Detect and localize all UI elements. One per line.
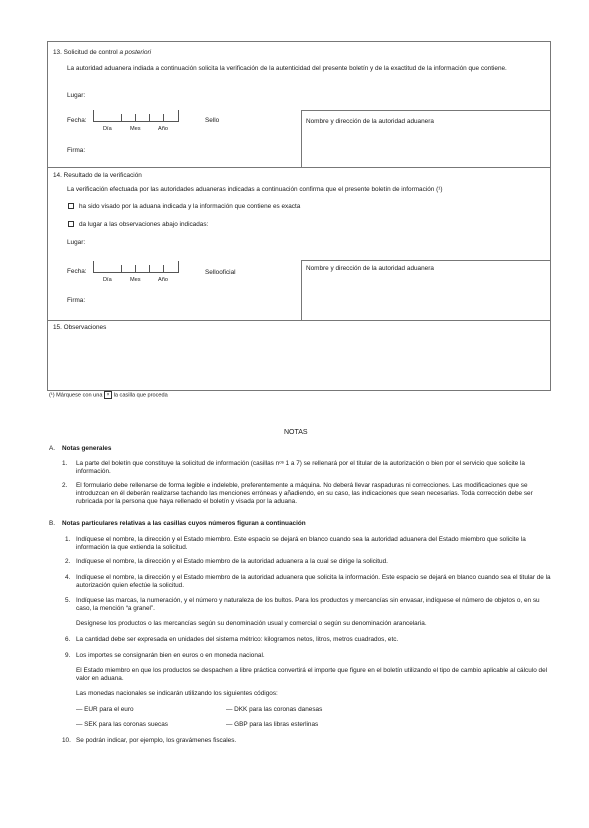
section13-lugar-label: Lugar:: [67, 92, 86, 99]
notes-B5b: Desígnese los productos o las mercancías según su denominación usual y comercial o según su denominación arancelaria.: [76, 620, 427, 627]
notes-B5: Indíquese las marcas, la numeración, y el número y naturaleza de los bultos. Para los productos y mercancías sin envasar, indíquese el número de objetos o, en su caso, la mención “a granel”.: [76, 597, 540, 612]
notes-A2: El formulario debe rellenarse de forma legible e indeleble, preferentemente a máquina. No deberá llevar raspaduras ni correcciones. Las modificaciones que se introduzcan en él deberán realizarse tachando las menciones erróneas y añadiendo, en su caso, las indicaciones que sean necesarias. Toda corrección debe ser rubricada por la persona que haya rellenado el boletín y visada por la aduana.: [76, 482, 533, 505]
box14-top-border: [301, 260, 550, 261]
section14-checkbox-2[interactable]: [68, 221, 74, 227]
notes-B6-num: 6.: [65, 636, 71, 643]
section13-fecha-label: Fecha:: [67, 117, 87, 124]
notes-B4: Indíquese el nombre, la dirección y el Estado miembro de la autoridad aduanera que solicita la información. Este espacio se dejará en blanco cuando sea el titular de la autorización quien efectúe la solicitud.: [76, 574, 551, 589]
notes-B9c: Las monedas nacionales se indicarán utilizando los siguientes códigos:: [76, 690, 278, 697]
notes-B-letter: B.: [49, 520, 56, 527]
divider-14-15: [48, 320, 550, 321]
section14-dia: Día: [103, 277, 112, 283]
notes-A2-num: 2.: [62, 482, 68, 489]
box13-left-border: [301, 110, 302, 167]
notes-A-title: Notas generales: [62, 445, 112, 452]
section14-ano: Año: [158, 277, 168, 283]
section14-label: 14. Resultado de la verificación: [53, 172, 142, 179]
section13-label: [53, 49, 151, 57]
section14-text: La verificación efectuada por las autoridades aduaneras indicadas a continuación confirma que el presente boletín de información (¹): [67, 186, 443, 193]
notes-B-title: Notas particulares relativas a las casillas cuyos números figuran a continuación: [62, 520, 306, 527]
section15-label: 15. Observaciones: [53, 324, 107, 331]
footnote-suffix: la casilla que proceda: [113, 392, 168, 399]
section14-lugar-label: Lugar:: [67, 239, 86, 246]
section14-option2-label: da lugar a las observaciones abajo indicadas:: [79, 221, 209, 228]
section14-firma-label: Firma:: [67, 297, 86, 304]
section13-firma-label: Firma:: [67, 147, 86, 154]
section13-date-field[interactable]: [93, 110, 178, 122]
notes-B9-num: 9.: [65, 652, 71, 659]
notes-B10: Se podrán indicar, por ejemplo, los gravámenes fiscales.: [76, 737, 237, 744]
notes-A1-num: 1.: [62, 460, 68, 467]
section14-fecha-label: Fecha:: [67, 268, 87, 275]
notes-B1: Indíquese el nombre, la dirección y el Estado miembro. Este espacio se dejará en blanco cuando sea la autoridad aduanera del Estado miembro que solicite la información la que extienda la solicitud.: [76, 536, 526, 551]
section13-ano: Año: [158, 126, 168, 132]
notes-B6: La cantidad debe ser expresada en unidades del sistema métrico: kilogramos netos, litros, metros cuadrados, etc.: [76, 636, 399, 643]
footnote: [49, 391, 168, 399]
notes-B5-num: 5.: [65, 597, 71, 604]
notes-B2: Indíquese el nombre, la dirección y el Estado miembro de la autoridad aduanera a la cual se dirige la solicitud.: [76, 558, 388, 565]
notes-currency-sek: — SEK para las coronas suecas: [76, 721, 168, 728]
notes-currency-dkk: — DKK para las coronas danesas: [226, 706, 323, 713]
divider-13-14: [48, 167, 550, 168]
box14-left-border: [301, 260, 302, 320]
section13-label-italic: a posteriori: [119, 49, 152, 56]
section14-option1-label: ha sido visado por la aduana indicada y la información que contiene es exacta: [79, 203, 301, 210]
section13-dia: Día: [103, 126, 112, 132]
section14-date-field[interactable]: [93, 261, 178, 273]
notes-currency-eur: — EUR para el euro: [76, 706, 134, 713]
notes-B10-num: 10.: [62, 737, 71, 744]
footnote-prefix: (¹) Márquese con una: [49, 392, 103, 399]
notes-A-letter: A.: [49, 445, 56, 452]
section13-text: La autoridad aduanera indiada a continuación solicita la verificación de la autenticidad del presente boletín y de la exactitud de la información que contiene.: [67, 65, 507, 72]
notes-A1: La parte del boletín que constituye la solicitud de información (casillas nᵒˢ 1 a 7) se rellenará por el titular de la autorización o bien por el servicio que solicite la información.: [76, 460, 525, 475]
notes-B9b: El Estado miembro en que los productos se despachen a libre práctica convertirá el importe que figure en el boletín utilizando el tipo de cambio aplicable al cálculo del valor en aduana.: [76, 667, 548, 682]
section13-sello: Sello: [205, 117, 220, 124]
notes-B1-num: 1.: [65, 536, 71, 543]
notes-B4-num: 4.: [65, 574, 71, 581]
section14-checkbox-1[interactable]: [68, 203, 74, 209]
form-frame: [47, 41, 551, 391]
section13-authority-label: Nombre y dirección de la autoridad aduanera: [306, 118, 434, 125]
notes-title: NOTAS: [284, 429, 308, 436]
section14-authority-label: Nombre y dirección de la autoridad aduanera: [306, 265, 434, 272]
footnote-checkbox-icon: ×: [104, 391, 112, 399]
notes-currency-gbp: — GBP para las libras esterlinas: [226, 721, 319, 728]
section14-sello: Sellooficial: [205, 269, 236, 276]
box13-top-border: [301, 110, 550, 111]
notes-B9: Los importes se consignarán bien en euros o en moneda nacional.: [76, 652, 265, 659]
section13-label-text: 13. Solicitud de control: [53, 49, 120, 56]
section14-mes: Mes: [130, 277, 141, 283]
section13-mes: Mes: [130, 126, 141, 132]
notes-B2-num: 2.: [65, 558, 71, 565]
